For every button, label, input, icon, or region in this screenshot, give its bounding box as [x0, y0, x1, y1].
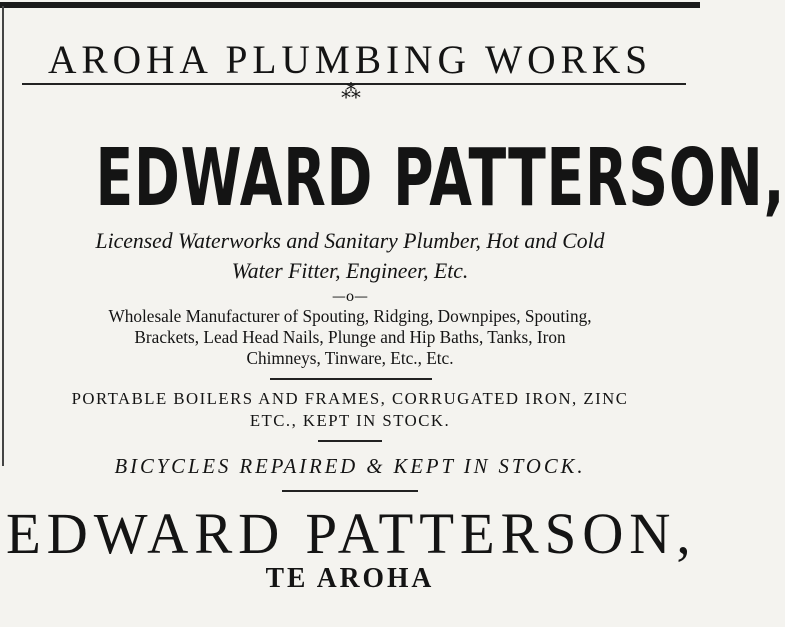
section-rule-2 [318, 440, 382, 442]
section-rule-1 [270, 378, 432, 380]
top-border-rule [0, 2, 700, 8]
ornament-separator: —o— [332, 289, 368, 305]
bicycles-notice: BICYCLES REPAIRED & KEPT IN STOCK. [114, 454, 586, 478]
asterism-ornament: ⁂ [341, 79, 359, 103]
stock-line-2: ETC., KEPT IN STOCK. [249, 411, 451, 430]
products-line-1: Wholesale Manufacturer of Spouting, Ridging, Downpipes, Spouting, [108, 306, 592, 326]
trade-description-line-1: Licensed Waterworks and Sanitary Plumber, Hot and Cold [95, 228, 605, 253]
section-rule-3 [282, 490, 418, 492]
business-header: AROHA PLUMBING WORKS [47, 37, 653, 82]
stock-line-1: PORTABLE BOILERS AND FRAMES, CORRUGATED IRON, ZINC [71, 389, 629, 408]
trade-description-line-2: Water Fitter, Engineer, Etc. [231, 258, 469, 283]
products-line-3: Chimneys, Tinware, Etc., Etc. [246, 348, 454, 368]
proprietor-name-display: EDWARD PATTERSON, [95, 130, 785, 224]
products-line-2: Brackets, Lead Head Nails, Plunge and Hip Baths, Tanks, Iron [134, 327, 566, 347]
left-column-rule [2, 6, 4, 466]
town-name: TE AROHA [265, 563, 435, 594]
proprietor-name-footer: EDWARD PATTERSON, [5, 501, 697, 566]
